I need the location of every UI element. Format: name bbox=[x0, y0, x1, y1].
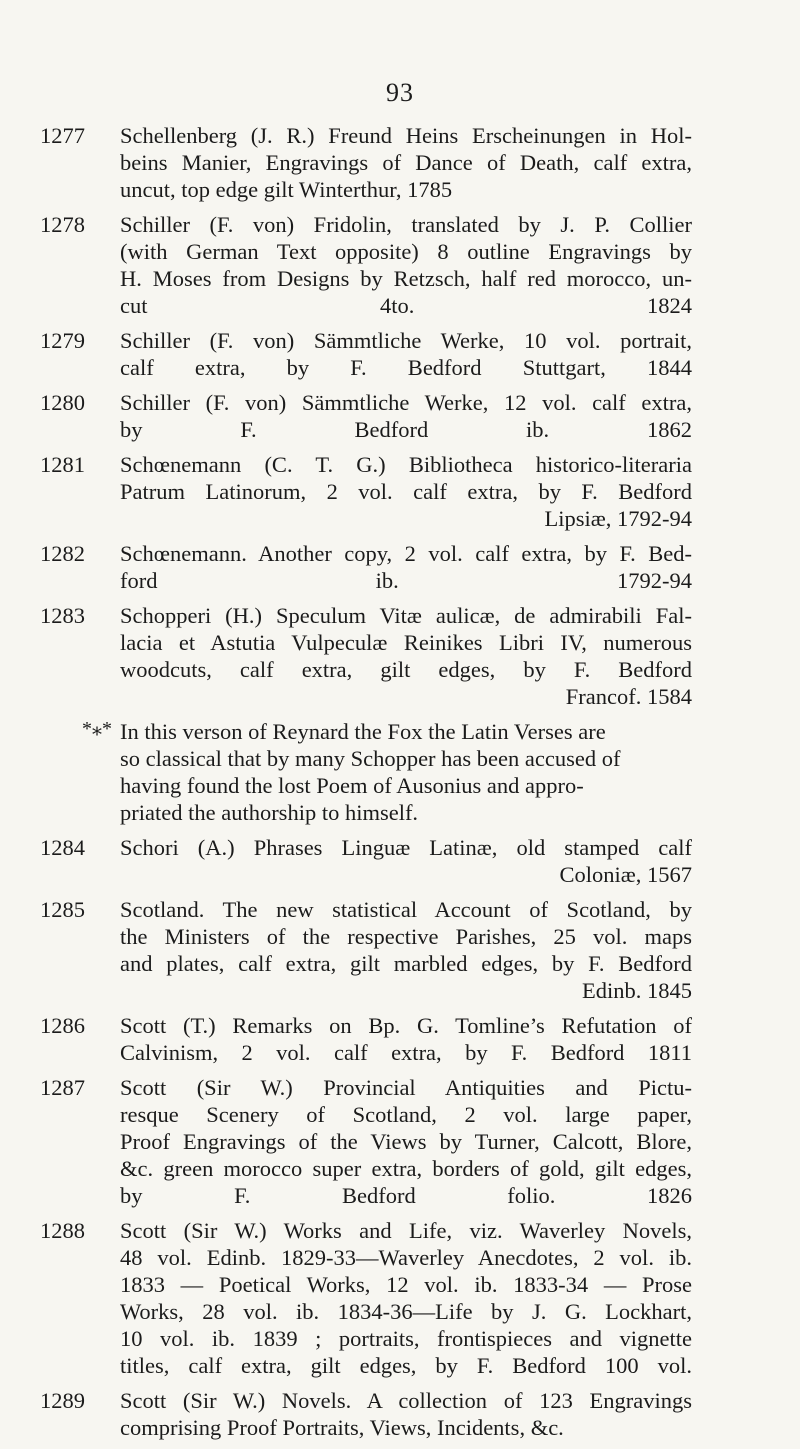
entry-number: 1289 bbox=[40, 1388, 85, 1413]
entry-number: 1280 bbox=[40, 390, 85, 415]
entry-line: Schiller (F. von) Sämmtliche Werke, 10 vol. portrait, bbox=[120, 328, 692, 353]
entry-line: Proof Engravings of the Views by Turner, Calcott, Blore, bbox=[120, 1129, 692, 1154]
entry-line: Schopperi (H.) Speculum Vitæ aulicæ, de admirabili Fal- bbox=[120, 603, 692, 628]
entry-line: uncut, top edge gilt Winterthur, 1785 bbox=[120, 177, 453, 202]
entry-line: Lipsiæ, 1792-94 bbox=[544, 506, 692, 531]
note-line: priated the authorship to himself. bbox=[120, 800, 419, 825]
entry-line: Schori (A.) Phrases Linguæ Latinæ, old stamped calf bbox=[120, 835, 692, 860]
entry-line: titles, calf extra, gilt edges, by F. Bedford 100 vol. bbox=[120, 1353, 692, 1378]
entry-number: 1281 bbox=[40, 452, 85, 477]
entry-line: Francof. 1584 bbox=[565, 684, 692, 709]
entry-line: (with German Text opposite) 8 outline Engravings by bbox=[120, 239, 692, 264]
entry-line: Schellenberg (J. R.) Freund Heins Erscheinungen in Hol- bbox=[120, 123, 692, 148]
catalogue-entry bbox=[40, 834, 692, 888]
entry-line: Works, 28 vol. ib. 1834-36—Life by J. G. Lockhart, bbox=[120, 1299, 692, 1324]
entry-line: Scott (Sir W.) Provincial Antiquities and Pictu- bbox=[120, 1075, 692, 1100]
catalogue-entry bbox=[40, 1012, 692, 1066]
entry-line: 10 vol. ib. 1839 ; portraits, frontispieces and vignette bbox=[120, 1326, 692, 1351]
entry-number: 1285 bbox=[40, 897, 85, 922]
entry-line: by F. Bedford ib. 1862 bbox=[120, 417, 692, 442]
entry-line: Coloniæ, 1567 bbox=[559, 862, 692, 887]
entry-line: H. Moses from Designs by Retzsch, half red morocco, un- bbox=[120, 266, 692, 291]
entry-line: Edinb. 1845 bbox=[582, 978, 692, 1003]
entry-number: 1286 bbox=[40, 1013, 85, 1038]
entry-line: Scott (Sir W.) Novels. A collection of 123 Engravings bbox=[120, 1388, 692, 1413]
entry-line: comprising Proof Portraits, Views, Incidents, &c. bbox=[120, 1415, 564, 1440]
page-number: 93 bbox=[386, 78, 414, 107]
entry-line: woodcuts, calf extra, gilt edges, by F. Bedford bbox=[120, 657, 692, 682]
entry-line: 48 vol. Edinb. 1829-33—Waverley Anecdotes, 2 vol. ib. bbox=[120, 1245, 692, 1270]
catalogue-entry bbox=[40, 602, 692, 710]
entry-line: Patrum Latinorum, 2 vol. calf extra, by F. Bedford bbox=[120, 479, 692, 504]
note-line: so classical that by many Schopper has been accused of bbox=[120, 746, 621, 771]
entry-line: resque Scenery of Scotland, 2 vol. large paper, bbox=[120, 1102, 692, 1127]
entry-number: 1284 bbox=[40, 835, 85, 860]
entry-number: 1279 bbox=[40, 328, 85, 353]
entry-line: ford ib. 1792-94 bbox=[120, 568, 692, 593]
entry-line: Schiller (F. von) Sämmtliche Werke, 12 vol. calf extra, bbox=[120, 390, 692, 415]
catalogue-entry bbox=[40, 451, 692, 532]
entry-line: lacia et Astutia Vulpeculæ Reinikes Libri IV, numerous bbox=[120, 630, 692, 655]
entry-line: by F. Bedford folio. 1826 bbox=[120, 1183, 692, 1208]
entry-line: Schœnemann. Another copy, 2 vol. calf extra, by F. Bed- bbox=[120, 541, 692, 566]
entry-line: and plates, calf extra, gilt marbled edges, by F. Bedford bbox=[120, 951, 692, 976]
catalogue-entries bbox=[0, 122, 800, 1449]
note-line: having found the lost Poem of Ausonius and appro- bbox=[120, 773, 584, 798]
entry-number: 1287 bbox=[40, 1075, 85, 1100]
catalogue-entry bbox=[40, 327, 692, 381]
entry-line: 1833 — Poetical Works, 12 vol. ib. 1833-34 — Prose bbox=[120, 1272, 692, 1297]
entry-line: beins Manier, Engravings of Dance of Death, calf extra, bbox=[120, 150, 692, 175]
note-line: In this verson of Reynard the Fox the Latin Verses are bbox=[120, 719, 606, 744]
entry-number: 1282 bbox=[40, 541, 85, 566]
catalogue-entry bbox=[40, 1387, 692, 1441]
catalogue-entry bbox=[40, 122, 692, 203]
catalogue-entry bbox=[40, 896, 692, 1004]
entry-number: 1283 bbox=[40, 603, 85, 628]
catalogue-entry bbox=[40, 540, 692, 594]
asterism-mark: *⁎* bbox=[82, 718, 112, 740]
entry-line: Schœnemann (C. T. G.) Bibliotheca historico-literaria bbox=[120, 452, 692, 477]
entry-line: Calvinism, 2 vol. calf extra, by F. Bedford 1811 bbox=[120, 1040, 692, 1065]
entry-number: 1288 bbox=[40, 1218, 85, 1243]
entry-number: 1277 bbox=[40, 123, 85, 148]
entry-line: calf extra, by F. Bedford Stuttgart, 1844 bbox=[120, 355, 692, 380]
entry-line: Schiller (F. von) Fridolin, translated by J. P. Collier bbox=[120, 212, 692, 237]
catalogue-entry bbox=[40, 1217, 692, 1379]
entry-line: Scotland. The new statistical Account of Scotland, by bbox=[120, 897, 692, 922]
entry-number: 1278 bbox=[40, 212, 85, 237]
entry-line: &c. green morocco super extra, borders of gold, gilt edges, bbox=[120, 1156, 692, 1181]
entry-line: the Ministers of the respective Parishes, 25 vol. maps bbox=[120, 924, 692, 949]
catalogue-entry bbox=[40, 211, 692, 319]
entry-line: Scott (Sir W.) Works and Life, viz. Waverley Novels, bbox=[120, 1218, 692, 1243]
catalogue-entry bbox=[40, 1074, 692, 1209]
entry-line: Scott (T.) Remarks on Bp. G. Tomline’s Refutation of bbox=[120, 1013, 692, 1038]
entry-line: cut 4to. 1824 bbox=[120, 293, 692, 318]
catalogue-entry bbox=[40, 389, 692, 443]
catalogue-note bbox=[82, 718, 692, 826]
